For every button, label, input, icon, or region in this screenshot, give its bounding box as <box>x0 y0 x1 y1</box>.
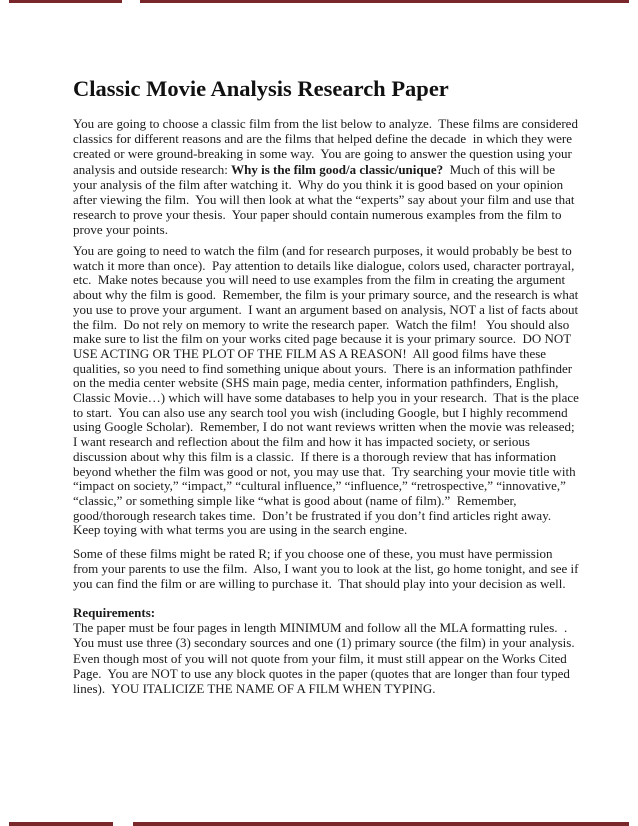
text-line: lines). YOU ITALICIZE THE NAME OF A FILM WHEN TYPING. <box>73 681 436 697</box>
text-line: Classic Movie…) which will have some databases to help you in your research. That is the place <box>73 390 579 406</box>
paragraph <box>73 605 573 696</box>
text-line: you can find the film or are willing to purchase it. That should play into your decision as well. <box>73 576 566 592</box>
text-line: classics for different reasons and are the films that helped define the decade in which they were <box>73 131 572 147</box>
text-line: make sure to list the film on your works cited page because it is your primary source. DO NOT <box>73 331 572 347</box>
text-line: qualities, so you need to find something unique about yours. There is an information pathfinder <box>73 360 573 376</box>
text-line: beyond whether the film was good or not, you may use that. Try searching your movie title with <box>73 463 576 479</box>
text-line: USE ACTING OR THE PLOT OF THE FILM AS A REASON! All good films have these <box>73 345 547 361</box>
paragraph <box>73 116 578 238</box>
text-line: on the media center website (SHS main page, media center, information pathfinders, English, <box>73 375 559 391</box>
text-line: Even though most of you will not quote from your film, it must still appear on the Works Cited <box>73 650 567 666</box>
text-line: about why the film is good. Remember, the film is your primary source, and the research is what <box>73 287 579 303</box>
text-line: using Google Scholar). Remember, I do not want reviews written when the movie was released; <box>73 419 575 435</box>
text-line: “impact on society,” “impact,” “cultural influence,” “influence,” “retrospective,” “innovative,” <box>73 478 566 494</box>
text-line: prove your points. <box>73 222 168 238</box>
text-line: your analysis of the film after watching it. Why do you think it is good based on your opinion <box>73 176 564 192</box>
text-line: created or were ground-breaking in some way. You are going to answer the question using your <box>73 146 572 162</box>
text-line: discussion about why this film is a classic. If there is a thorough review that has information <box>73 448 557 464</box>
text-line: “classic,” or something simple like “what is good about (name of film).” Remember, <box>73 492 517 508</box>
text-line: You are going to choose a classic film from the list below to analyze. These films are considered <box>73 116 578 131</box>
text-line: to start. You can also use any search tool you wish (including Google, but I highly recommend <box>73 404 568 420</box>
text-line: analysis and outside research: Why is the film good/a classic/unique? Much of this will be <box>73 161 556 177</box>
text-line: from your parents to use the film. Also, I want you to look at the list, go home tonight, and see if <box>73 561 579 577</box>
text-line: Requirements: <box>73 605 156 620</box>
text-line: You must use three (3) secondary sources and one (1) primary source (the film) in your analysis. <box>73 635 575 651</box>
text-line: you use to prove your argument. I want an argument based on analysis, NOT a list of facts about <box>73 301 579 317</box>
paragraph <box>73 546 579 592</box>
text-line: You are going to need to watch the film (and for research purposes, it would probably be best to <box>73 243 572 258</box>
paragraph <box>73 243 579 538</box>
text-line: The paper must be four pages in length MINIMUM and follow all the MLA formatting rules. . <box>73 620 568 636</box>
text-line: good/thorough research takes time. Don’t be frustrated if you don’t find articles right away. <box>73 507 552 523</box>
text-line: watch it more than once). Pay attention to details like dialogue, colors used, character portrayal, <box>73 257 575 273</box>
text-line: Page. You are NOT to use any block quotes in the paper (quotes that are longer than four typed <box>73 665 570 681</box>
text-line: the film. Do not rely on memory to write the research paper. Watch the film! You should also <box>73 316 570 332</box>
page-title: Classic Movie Analysis Research Paper <box>73 76 449 101</box>
text-line: research to prove your thesis. Your paper should contain numerous examples from the film to <box>73 207 562 223</box>
text-line: after viewing the film. You will then look at what the “experts” say about your film and use that <box>73 192 575 208</box>
text-line: Some of these films might be rated R; if you choose one of these, you must have permission <box>73 546 553 561</box>
text-line: etc. Make notes because you will need to use examples from the film in creating the argument <box>73 272 566 288</box>
text-line: Keep toying with what terms you are using in the search engine. <box>73 522 408 538</box>
text-line: I want research and reflection about the film and how it has impacted society, or serious <box>73 434 530 450</box>
document-body <box>73 0 579 826</box>
